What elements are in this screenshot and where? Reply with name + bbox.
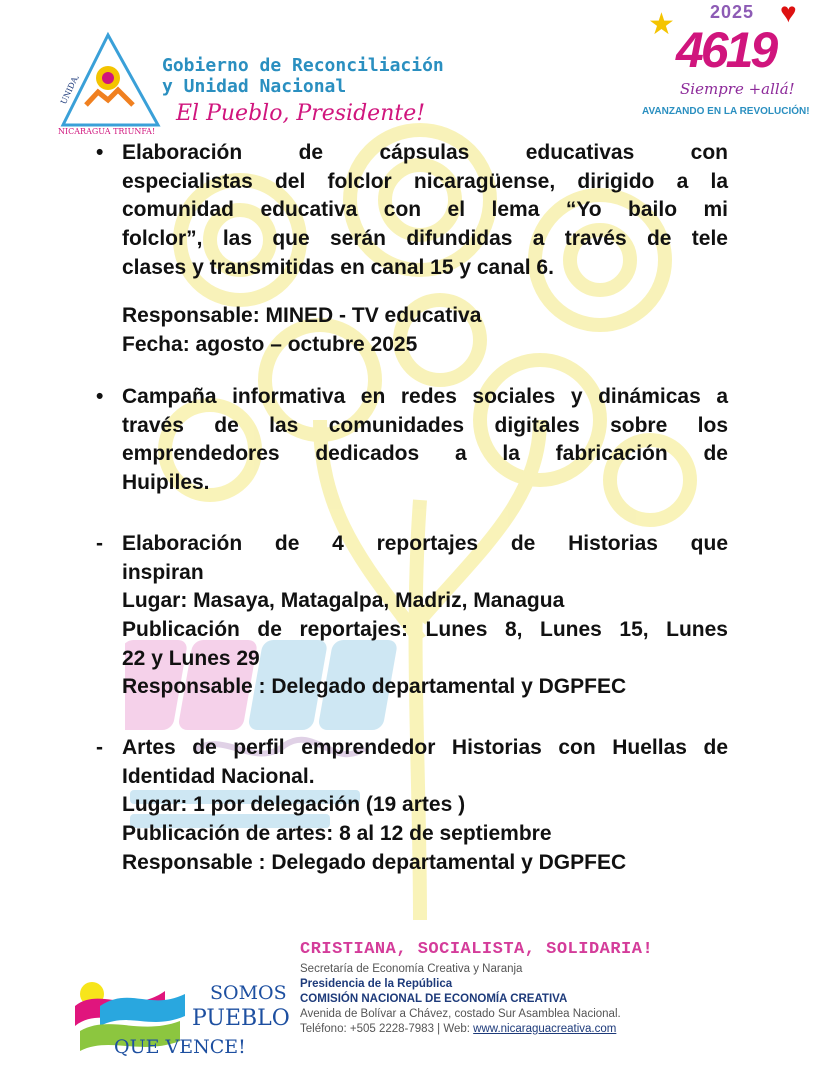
logo-script: Siempre +allá! (680, 80, 795, 98)
footer-secretaria: Secretaría de Economía Creativa y Naranja (300, 963, 523, 975)
4619-logo (640, 2, 820, 134)
item-line: Elaboración de cápsulas educativas con (122, 141, 728, 164)
logo-arc-top: UNIDA, (59, 73, 81, 106)
gov-name-line2: y Unidad Nacional (162, 76, 347, 97)
lugar-line: Lugar: 1 por delegación (19 artes ) (122, 793, 466, 817)
logo-que-vence: QUE VENCE! (114, 1036, 246, 1058)
bullet-marker: • (96, 385, 104, 408)
logo-pueblo: PUEBLO (192, 1006, 290, 1031)
logo-number: 4619 (676, 22, 776, 78)
gov-name-line1: Gobierno de Reconciliación (162, 55, 444, 76)
footer-info (300, 940, 653, 1037)
item-line: emprendedores dedicados a la fabricación de (122, 442, 728, 466)
item-line: Elaboración de 4 reportajes de Historias que (122, 532, 728, 555)
star-icon: ★ (648, 8, 675, 41)
lugar-line: Lugar: Masaya, Matagalpa, Madriz, Managua (122, 589, 565, 613)
logo-arc: AVANZANDO EN LA REVOLUCIÓN! (642, 106, 810, 117)
item-line: folclor”, las que serán difundidas a través de tele (122, 227, 728, 251)
logo-arc-bottom: NICARAGUA TRIUNFA! (58, 127, 156, 136)
footer-phone: Teléfono: +505 2228-7983 | Web: (300, 1023, 474, 1035)
gov-name (162, 55, 444, 97)
item-line: Identidad Nacional. (122, 764, 315, 788)
footer-title: CRISTIANA, SOCIALISTA, SOLIDARIA! (300, 940, 654, 959)
item-line: Artes de perfil emprendedor Historias con Huellas de (122, 736, 728, 759)
item-line: Huipiles. (122, 471, 210, 495)
heart-icon: ♥ (780, 0, 797, 28)
item-line: comunidad educativa con el lema “Yo bailo mi (122, 198, 728, 222)
responsable-line: Responsable: MINED - TV educativa (122, 304, 482, 328)
publicacion-line: Publicación de reportajes: Lunes 8, Lunes 15, Lunes (122, 618, 728, 642)
footer-comision: COMISIÓN NACIONAL DE ECONOMÍA CREATIVA (300, 993, 568, 1005)
item-line: 22 y Lunes 29 (122, 646, 260, 670)
bullet-marker: • (96, 141, 104, 164)
list-item (122, 734, 728, 877)
logo-somos: SOMOS (210, 982, 287, 1004)
somos-pueblo-logo (70, 976, 290, 1066)
item-line: especialistas del folclor nicaragüense, dirigido a la (122, 169, 728, 193)
responsable-line: Responsable : Delegado departamental y DGPFEC (122, 850, 627, 874)
item-line: clases y transmitidas en canal 15 y canal 6. (122, 255, 554, 279)
footer-web-link[interactable]: www.nicaraguacreativa.com (473, 1023, 617, 1035)
dash-marker: - (96, 532, 103, 555)
item-line: Campaña informativa en redes sociales y dinámicas a (122, 385, 728, 408)
list-item (122, 383, 728, 498)
fecha-line: Fecha: agosto – octubre 2025 (122, 333, 418, 357)
responsable-line: Responsable : Delegado departamental y DGPFEC (122, 675, 627, 699)
dash-marker: - (96, 736, 103, 759)
item-line: través de las comunidades digitales sobre los (122, 413, 728, 437)
footer-address: Avenida de Bolívar a Chávez, costado Sur Asamblea Nacional. (300, 1008, 621, 1020)
gov-logo (58, 30, 168, 140)
logo-year: 2025 (710, 2, 755, 22)
list-item (122, 530, 728, 702)
footer-presidencia: Presidencia de la República (300, 978, 453, 990)
list-item (122, 139, 728, 360)
publicacion-line: Publicación de artes: 8 al 12 de septiembre (122, 822, 552, 846)
item-line: inspiran (122, 560, 204, 584)
slogan: El Pueblo, Presidente! (176, 101, 426, 126)
